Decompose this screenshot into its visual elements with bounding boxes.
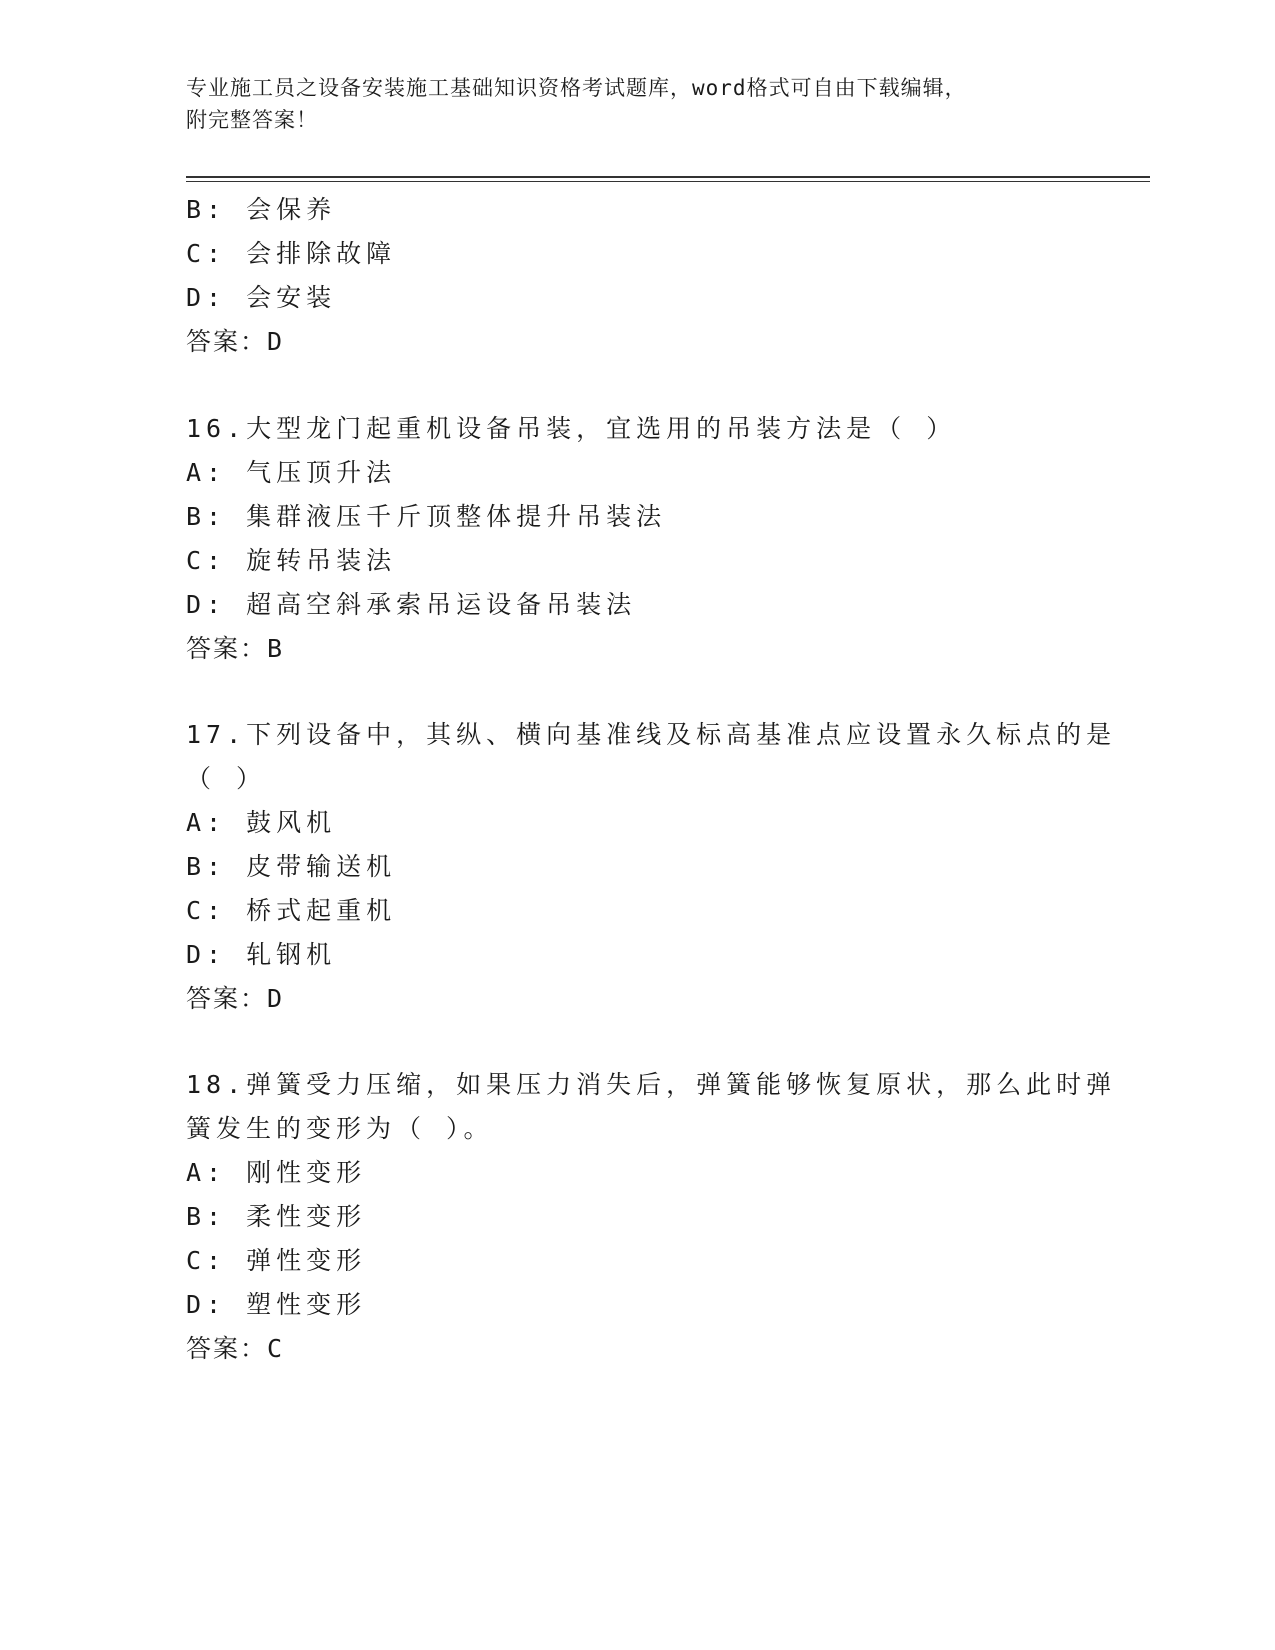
q15-option-b: B: 会保养 [186, 195, 337, 224]
q16-option-c: C: 旋转吊装法 [186, 546, 397, 575]
q18-option-b: B: 柔性变形 [186, 1202, 367, 1231]
q17-stem-line-2: （ ） [186, 764, 267, 793]
answer-value: D [267, 327, 285, 356]
answer-value: B [267, 634, 285, 663]
header-divider-thin [186, 181, 1150, 182]
q18-option-a: A: 刚性变形 [186, 1158, 367, 1187]
q17-option-a: A: 鼓风机 [186, 808, 337, 837]
q18-answer [186, 1334, 284, 1364]
q16-answer [186, 634, 284, 664]
answer-label: 答案： [186, 634, 268, 663]
header-line-2: 附完整答案！ [186, 108, 318, 132]
q16-option-b: B: 集群液压千斤顶整体提升吊装法 [186, 502, 667, 531]
answer-label: 答案： [186, 984, 268, 1013]
document-header [186, 72, 1086, 136]
answer-value: C [267, 1334, 285, 1363]
q17-answer [186, 984, 284, 1014]
q15-option-d: D: 会安装 [186, 283, 337, 312]
q16-option-a: A: 气压顶升法 [186, 458, 397, 487]
q18-stem-line-2: 簧发生的变形为（ ）。 [186, 1114, 494, 1143]
q17-option-c: C: 桥式起重机 [186, 896, 397, 925]
q17-stem-line-1: 17.下列设备中，其纵、横向基准线及标高基准点应设置永久标点的是 [186, 720, 1117, 749]
header-line-1: 专业施工员之设备安装施工基础知识资格考试题库，word格式可自由下载编辑， [186, 76, 967, 100]
q16-stem: 16.大型龙门起重机设备吊装，宜选用的吊装方法是（ ） [186, 414, 957, 443]
answer-label: 答案： [186, 327, 268, 356]
q17-option-b: B: 皮带输送机 [186, 852, 397, 881]
q17-option-d: D: 轧钢机 [186, 940, 337, 969]
answer-label: 答案： [186, 1334, 268, 1363]
q18-stem-line-1: 18.弹簧受力压缩，如果压力消失后，弹簧能够恢复原状，那么此时弹 [186, 1070, 1117, 1099]
q18-option-c: C: 弹性变形 [186, 1246, 367, 1275]
q15-option-c: C: 会排除故障 [186, 239, 397, 268]
q16-option-d: D: 超高空斜承索吊运设备吊装法 [186, 590, 637, 619]
q15-answer [186, 327, 284, 357]
answer-value: D [267, 984, 285, 1013]
header-divider-thick [186, 176, 1150, 178]
q18-option-d: D: 塑性变形 [186, 1290, 367, 1319]
